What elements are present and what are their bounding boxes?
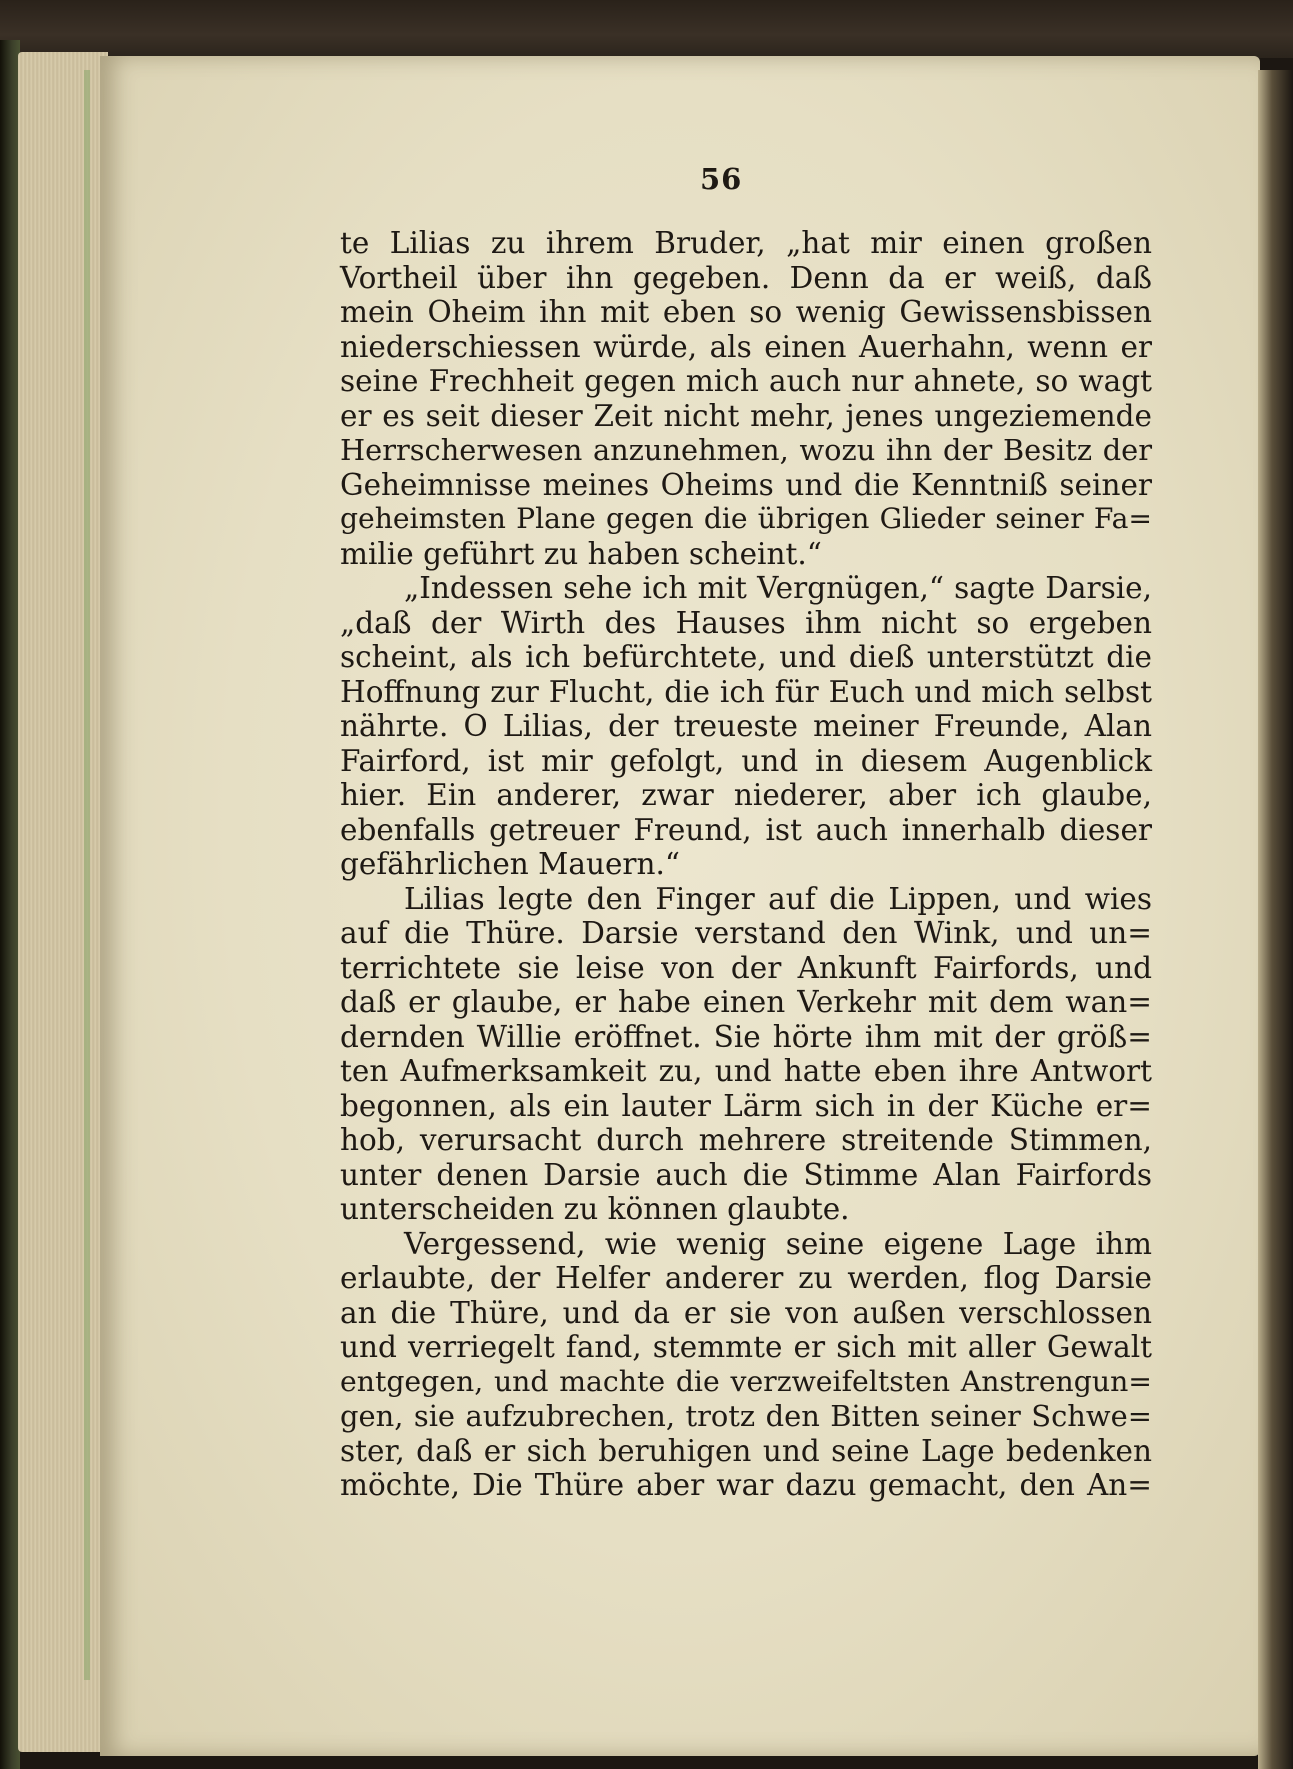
page-number: 56 bbox=[700, 162, 743, 196]
text-line: nährte. O Lilias, der treueste meiner Freunde, Alan bbox=[340, 709, 1152, 743]
text-line: unter denen Darsie auch die Stimme Alan Fairfords bbox=[340, 1157, 1152, 1192]
text-line: daß er glaube, er habe einen Verkehr mit dem wan= bbox=[340, 985, 1152, 1019]
text-line: Lilias legte den Finger auf die Lippen, und wies bbox=[404, 881, 1152, 916]
text-line: Fairford, ist mir gefolgt, und in diesem Augenblick bbox=[340, 743, 1152, 778]
text-line: gefährlichen Mauern.“ bbox=[340, 847, 680, 881]
book-binding bbox=[0, 0, 1293, 58]
text-line: te Lilias zu ihrem Bruder, „hat mir einen großen bbox=[340, 226, 1152, 260]
text-line: Geheimnisse meines Oheims und die Kenntniß seiner bbox=[340, 467, 1152, 502]
text-line: und verriegelt fand, stemmte er sich mit aller Gewalt bbox=[340, 1330, 1152, 1364]
text-line: mein Oheim ihn mit eben so wenig Gewissensbissen bbox=[340, 295, 1152, 329]
text-line: geheimsten Plane gegen die übrigen Glieder seiner Fa= bbox=[340, 502, 1152, 535]
text-line: gen, sie aufzubrechen, trotz den Bitten seiner Schwe= bbox=[340, 1399, 1152, 1433]
text-line: „daß der Wirth des Hauses ihm nicht so ergeben bbox=[340, 605, 1152, 640]
text-line: terrichtete sie leise von der Ankunft Fairfords, und bbox=[340, 950, 1152, 985]
text-line: scheint, als ich befürchtete, und dieß unterstützt die bbox=[340, 640, 1152, 674]
text-line: ebenfalls getreuer Freund, ist auch innerhalb dieser bbox=[340, 812, 1152, 847]
book-spine-edge bbox=[0, 40, 20, 1769]
text-line: unterscheiden zu können glaubte. bbox=[340, 1192, 850, 1226]
text-line: erlaubte, der Helfer anderer zu werden, flog Darsie bbox=[340, 1261, 1152, 1295]
text-line: niederschiessen würde, als einen Auerhahn, wenn er bbox=[340, 329, 1152, 364]
text-line: möchte, Die Thüre aber war dazu gemacht, den An= bbox=[340, 1468, 1152, 1502]
book-cover-edge bbox=[1258, 70, 1293, 1769]
text-line: seine Frechheit gegen mich auch nur ahnete, so wagt bbox=[340, 364, 1152, 398]
text-line: „Indessen sehe ich mit Vergnügen,“ sagte Darsie, bbox=[404, 571, 1152, 605]
text-line: auf die Thüre. Darsie verstand den Wink, und un= bbox=[340, 916, 1152, 950]
text-line: hier. Ein anderer, zwar niederer, aber ich glaube, bbox=[340, 778, 1152, 812]
body-text bbox=[340, 226, 1152, 1503]
text-line: ten Aufmerksamkeit zu, und hatte eben ihre Antwort bbox=[340, 1054, 1152, 1088]
text-line: entgegen, und machte die verzweifeltsten Anstrengun= bbox=[340, 1364, 1152, 1398]
text-line: Vergessend, wie wenig seine eigene Lage ihm bbox=[404, 1226, 1152, 1261]
text-line: milie geführt zu haben scheint.“ bbox=[340, 536, 822, 571]
text-line: er es seit dieser Zeit nicht mehr, jenes ungeziemende bbox=[340, 398, 1152, 433]
text-line: an die Thüre, und da er sie von außen verschlossen bbox=[340, 1295, 1152, 1330]
text-line: Herrscherwesen anzunehmen, wozu ihn der Besitz der bbox=[340, 433, 1152, 467]
text-line: dernden Willie eröffnet. Sie hörte ihm mit der größ= bbox=[340, 1019, 1152, 1054]
text-line: hob, verursacht durch mehrere streitende Stimmen, bbox=[340, 1123, 1152, 1157]
page-stack bbox=[18, 52, 108, 1752]
text-line: begonnen, als ein lauter Lärm sich in der Küche er= bbox=[340, 1088, 1152, 1123]
text-line: Hoffnung zur Flucht, die ich für Euch und mich selbst bbox=[340, 674, 1152, 709]
page-edge-stain bbox=[84, 70, 90, 1680]
text-line: ster, daß er sich beruhigen und seine Lage bedenken bbox=[340, 1433, 1152, 1468]
text-line: Vortheil über ihn gegeben. Denn da er weiß, daß bbox=[340, 260, 1152, 295]
